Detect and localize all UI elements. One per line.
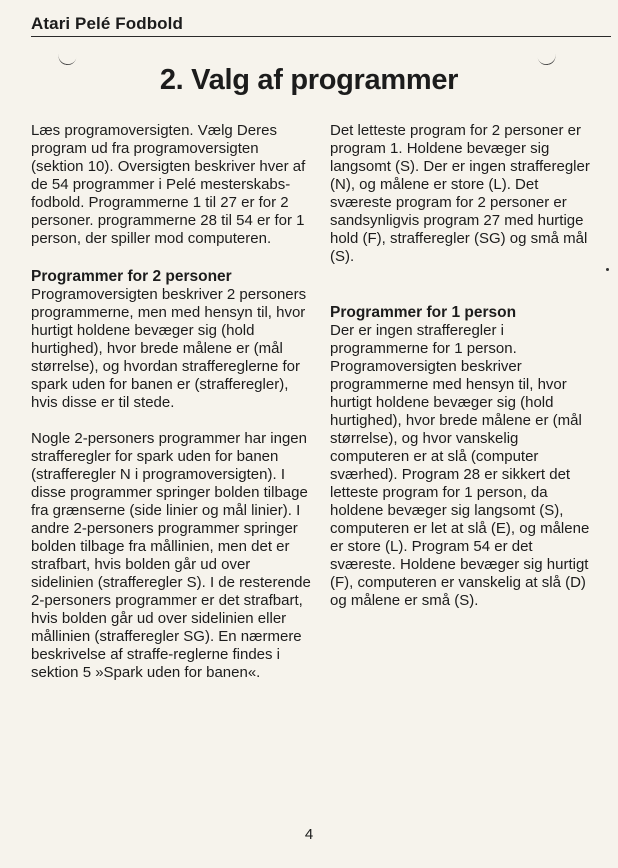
paragraph-gap xyxy=(31,412,313,430)
left-column xyxy=(31,122,313,682)
running-header xyxy=(31,12,611,37)
section-heading-1-player: Programmer for 1 person xyxy=(330,304,517,321)
margin-dot xyxy=(606,268,609,271)
header-title: Atari Pelé Fodbold xyxy=(31,14,183,33)
intro-paragraph: Læs programoversigten. Vælg Deres program ud fra programoversigten (sektion 10). Oversigten beskriver hver af de 54 programmer i Pelé mesterskabs-fodbold. Programmerne 1 til 27 er for 2 personer. programmerne 28 til 54 er for 1 person, der spiller mod computeren. xyxy=(31,122,306,247)
easiest-program-paragraph: Det letteste program for 2 personer er program 1. Holdene bevæger sig langsomt (S). Der er ingen strafferegler (N), og målene er store (L). Det sværeste program for 2 personer er sandsynligvis program 27 med hurtige hold (F), strafferegler (SG) og små mål (S). xyxy=(330,122,590,265)
page-title: 2. Valg af programmer xyxy=(159,64,459,96)
paragraph-2-players-rules: Nogle 2-personers programmer har ingen strafferegler for spark uden for banen (strafferegler N i programoversigten). I disse programmer springer bolden tilbage fra grænserne (side linier og mål linier). I andre 2-personers programmer springer bolden tilbage fra mållinien, men det er strafbart, hvis bolden går ud over sidelinien (strafferegler S). I de resterende 2-personers programmer er det strafbart, hvis bolden går ud over sidelinien eller mållinien (strafferegler SG). En nærmere beskrivelse af straffe-reglerne findes i sektion 5 »Spark uden for banen«. xyxy=(31,430,311,681)
paragraph-2-players-overview: Programoversigten beskriver 2 personers programmerne, men med hensyn til, hvor hurtigt holdene bevæger sig (hold hurtighed), hvor brede målene er (mål størrelse), og hvordan straffereglerne for spark uden for banen er (strafferegler), hvis disse er til stede. xyxy=(31,286,307,411)
paragraph-gap xyxy=(330,266,598,284)
right-column xyxy=(330,122,598,610)
paragraph-1-player: Der er ingen strafferegler i programmerne for 1 person. Programoversigten beskriver programmerne med hensyn til, hvor hurtigt holdene bevæger sig (hold hurtighed), hvor brede målene er (mål størrelse), og hvor vanskelig computeren er at slå (computer sværhed). Program 28 er sikkert det letteste program for 1 person, da holdene bevæger sig langsomt (S), computeren er let at slå (E), og målene er store (L). Program 54 er det sværeste. Holdene bevæger sig hurtigt (F), computeren er vanskelig at slå (D) og målene er små (S). xyxy=(330,322,590,609)
section-heading-2-players: Programmer for 2 personer xyxy=(31,268,232,285)
page-number: 4 xyxy=(304,826,314,843)
